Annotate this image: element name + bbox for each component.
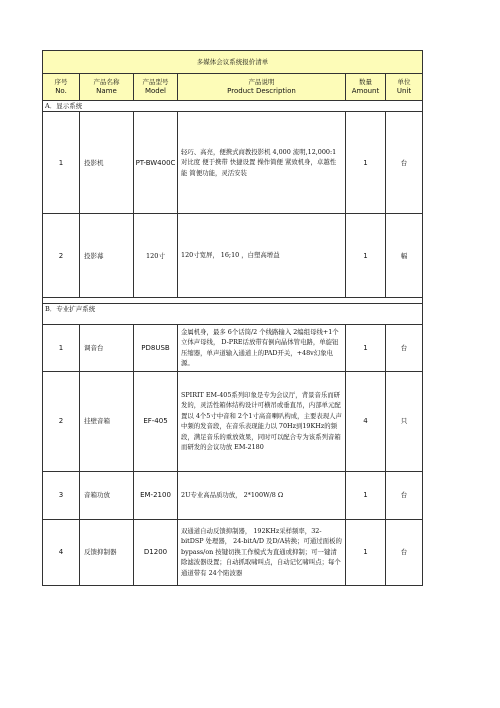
row-name: 挂壁音箱 bbox=[80, 371, 134, 471]
header-description: 产品说明 Product Description bbox=[178, 74, 346, 101]
row-model: EF-405 bbox=[134, 371, 178, 471]
table-row bbox=[43, 471, 423, 519]
row-amount: 1 bbox=[346, 112, 386, 214]
header-row bbox=[43, 74, 423, 101]
row-unit: 台 bbox=[386, 112, 423, 214]
row-unit: 台 bbox=[386, 324, 423, 371]
row-model: PT-BW400C bbox=[134, 112, 178, 214]
row-name: 投影机 bbox=[80, 112, 134, 214]
table-row bbox=[43, 214, 423, 298]
table-row bbox=[43, 519, 423, 585]
section-row bbox=[43, 101, 423, 112]
row-name: 调音台 bbox=[80, 324, 134, 371]
row-amount: 1 bbox=[346, 519, 386, 585]
row-amount: 1 bbox=[346, 471, 386, 519]
row-description: SPIRIT EM-405系列印象是专为会议厅，背景音乐而研发的，灵活性箱体结构设计可横吊或垂直吊，内部单元配置以 4个5寸中音和 2个1寸高音喇叭构成，主要表现人声中频的发音段，在音乐表现能力以 70Hz到19KHz的频段，满足音乐的重放效果，同时可以配合专为该系列音箱而研发的会议功放 EM-2180 bbox=[178, 371, 346, 471]
table-row bbox=[43, 112, 423, 214]
spacer-row bbox=[43, 314, 423, 324]
section-label: A．显示系统 bbox=[43, 101, 423, 112]
row-no: 2 bbox=[43, 371, 80, 471]
title-row bbox=[43, 51, 423, 74]
row-model: 120寸 bbox=[134, 214, 178, 298]
header-unit: 单位 Unit bbox=[386, 74, 423, 101]
table-row bbox=[43, 371, 423, 471]
row-description: 120寸宽屏， 16;10 ，白塑高增益 bbox=[178, 214, 346, 298]
row-description: 轻巧、高亮，便携式商教投影机 4,000 流明,12,000:1 对比度 便于携带 快捷设置 操作简便 紧致机身，卓越性能 简便功能，灵活安装 bbox=[178, 112, 346, 214]
row-unit: 只 bbox=[386, 371, 423, 471]
row-no: 4 bbox=[43, 519, 80, 585]
row-model: D1200 bbox=[134, 519, 178, 585]
section-label: B．专业扩声系统 bbox=[43, 304, 423, 315]
header-amount: 数量 Amount bbox=[346, 74, 386, 101]
row-model: PD8USB bbox=[134, 324, 178, 371]
row-name: 投影幕 bbox=[80, 214, 134, 298]
quotation-sheet bbox=[42, 50, 422, 586]
table-row bbox=[43, 324, 423, 371]
header-model: 产品型号 Model bbox=[134, 74, 178, 101]
sheet-title: 多媒体会议系统报价清单 bbox=[43, 51, 423, 74]
row-name: 反馈抑制器 bbox=[80, 519, 134, 585]
row-description: 双通道自动反馈抑制器， 192KHz采样频率，32-bitDSP 处理器， 24-bitA/D 及D/A转换；可通过面板的 bypass/on 按键切换工作模式为直通或抑制；可一键清除滤波器设置；自动抓取啸叫点，自动记忆啸叫点；每个通道带有 24个陷波器 bbox=[178, 519, 346, 585]
quotation-table bbox=[42, 50, 423, 586]
row-model: EM-2100 bbox=[134, 471, 178, 519]
row-name: 音箱功放 bbox=[80, 471, 134, 519]
header-name: 产品名称 Name bbox=[80, 74, 134, 101]
row-unit: 幅 bbox=[386, 214, 423, 298]
row-amount: 1 bbox=[346, 214, 386, 298]
row-no: 3 bbox=[43, 471, 80, 519]
header-no: 序号 No. bbox=[43, 74, 80, 101]
row-unit: 台 bbox=[386, 471, 423, 519]
row-amount: 1 bbox=[346, 324, 386, 371]
row-amount: 4 bbox=[346, 371, 386, 471]
row-description: 金属机身，最多 6个话筒/2 个线路输入 2编组母线+1个立体声母线， D-PRE话放带有倒向晶体管电路，单旋钮压缩器，单声道输入通道上的PAD开关，+48v幻象电源。 bbox=[178, 324, 346, 371]
section-row bbox=[43, 304, 423, 315]
row-no: 1 bbox=[43, 112, 80, 214]
row-no: 1 bbox=[43, 324, 80, 371]
row-description: 2U专业高品质功放， 2*100W/8 Ω bbox=[178, 471, 346, 519]
row-no: 2 bbox=[43, 214, 80, 298]
row-unit: 台 bbox=[386, 519, 423, 585]
